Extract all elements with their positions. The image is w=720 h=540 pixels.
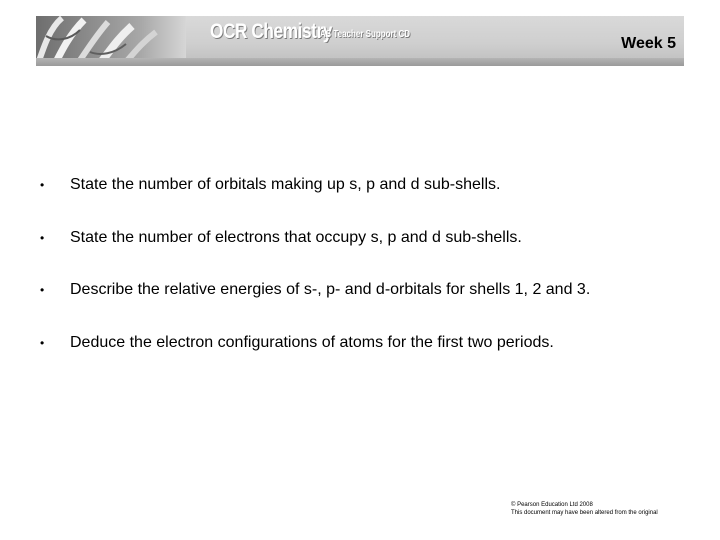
- bullet-icon: •: [40, 230, 45, 245]
- objective-text: Describe the relative energies of s-, p- and d-orbitals for shells 1, 2 and 3.: [70, 281, 591, 298]
- objectives-list: [36, 172, 676, 382]
- bullet-icon: •: [40, 335, 45, 350]
- list-item: [36, 172, 676, 198]
- week-label: Week 5: [621, 35, 676, 52]
- alteration-note: This document may have been altered from the original: [511, 510, 658, 516]
- header-banner: [36, 16, 684, 66]
- list-item: [36, 277, 676, 303]
- brand-title: OCR Chemistry: [210, 20, 332, 43]
- objective-text: State the number of orbitals making up s, p and d sub-shells.: [70, 176, 501, 193]
- bullet-icon: •: [40, 178, 45, 192]
- banner-shade: [36, 58, 684, 66]
- objective-text: Deduce the electron configurations of atoms for the first two periods.: [70, 333, 554, 351]
- list-item: [36, 225, 676, 251]
- bullet-icon: •: [40, 283, 45, 297]
- copyright-footer: [511, 501, 658, 517]
- copyright-text: © Pearson Education Ltd 2008: [511, 502, 593, 508]
- brand-logo: [210, 20, 411, 50]
- objective-text: State the number of electrons that occupy s, p and d sub-shells.: [70, 228, 522, 246]
- brand-subtitle: AS Teacher Support CD: [320, 29, 411, 40]
- list-item: [36, 330, 676, 356]
